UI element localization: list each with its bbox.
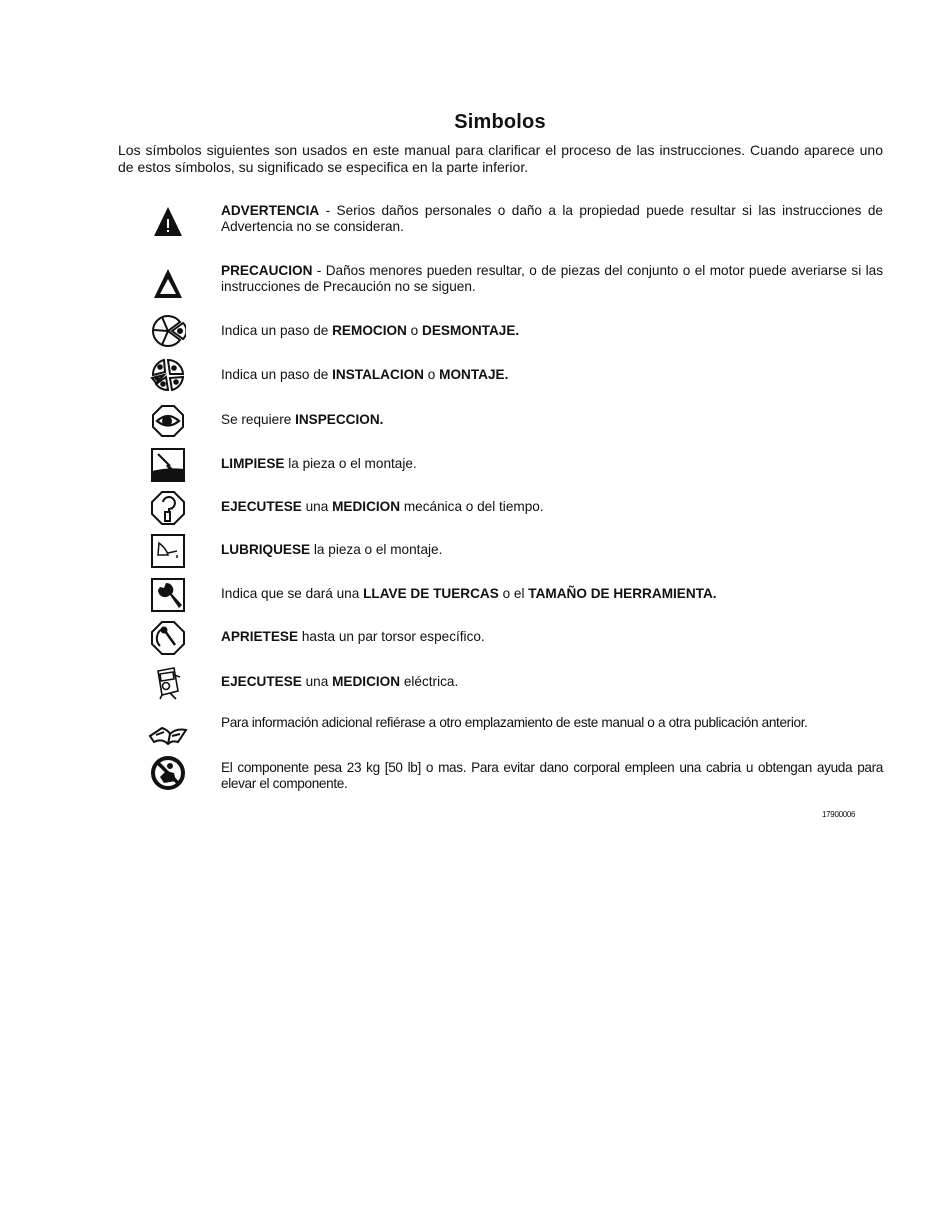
symbol-keyword: LUBRIQUESE [221,542,311,557]
warning-filled-triangle-icon [150,203,186,239]
symbol-keyword: EJECUTESE [221,674,302,689]
installation-pie-icon [150,357,186,393]
symbol-keyword: DESMONTAJE. [422,323,520,338]
symbol-keyword: EJECUTESE [221,499,302,514]
open-book-icon [148,716,188,752]
wrench-icon [150,577,186,613]
figure-code: 17900006 [822,810,856,819]
symbol-text: Indica un paso de [221,367,333,382]
heavy-lift-prohibited-icon [150,755,186,791]
symbol-keyword: INSTALACION [332,367,424,382]
symbol-keyword: MEDICION [332,674,401,689]
mechanical-measure-icon [150,490,186,526]
symbol-text: o [406,323,422,338]
symbol-text: Indica un paso de [221,323,333,338]
symbol-description: - Serios daños personales o daño a la propiedad puede resultar si las instrucciones de Advertencia no se consideran. [221,203,883,234]
symbol-description: Para información adicional refiérase a otro emplazamiento de este manual o a otra publicación anterior. [221,715,808,730]
symbol-description: El componente pesa 23 kg [50 lb] o mas. Para evitar dano corporal empleen una cabria u obtengan ayuda para elevar el componente. [221,760,883,791]
inspection-eye-icon [150,403,186,439]
symbol-text: Indica que se dará una [221,586,364,601]
page-title: Simbolos [454,111,546,133]
symbol-keyword: REMOCION [332,323,407,338]
symbol-keyword: APRIETESE [221,629,299,644]
symbol-keyword: MONTAJE. [439,367,509,382]
caution-outline-triangle-icon [150,265,186,301]
symbol-keyword: MEDICION [332,499,401,514]
symbol-text: la pieza o el montaje. [284,456,417,471]
symbol-keyword: LLAVE DE TUERCAS [363,586,499,601]
intro-paragraph: Los símbolos siguientes son usados en este manual para clarificar el proceso de las instrucciones. Cuando aparece uno de estos símbolos, su significado se especifica en la parte inferior. [118,142,883,175]
symbol-text: mecánica o del tiempo. [400,499,544,514]
symbol-keyword: LIMPIESE [221,456,285,471]
symbol-text: la pieza o el montaje. [310,542,443,557]
symbol-keyword: TAMAÑO DE HERRAMIENTA. [528,586,717,601]
symbol-description: - Daños menores pueden resultar, o de piezas del conjunto o el motor puede averiarse si las instrucciones de Precaución no se siguen. [221,263,883,294]
multimeter-icon [150,665,186,701]
symbol-keyword: ADVERTENCIA [221,203,320,218]
symbol-text: Se requiere [221,412,296,427]
symbol-text: o [424,367,440,382]
lubricate-oilcan-icon [150,533,186,569]
symbol-text: una [301,499,333,514]
symbol-keyword: INSPECCION. [295,412,384,427]
cleaning-brush-icon [150,447,186,483]
torque-wrench-icon [150,620,186,656]
symbol-text: eléctrica. [400,674,459,689]
symbol-keyword: PRECAUCION [221,263,313,278]
symbol-text: una [301,674,333,689]
symbol-text: hasta un par torsor específico. [298,629,485,644]
symbol-text: o el [498,586,529,601]
removal-pie-icon [150,313,186,349]
